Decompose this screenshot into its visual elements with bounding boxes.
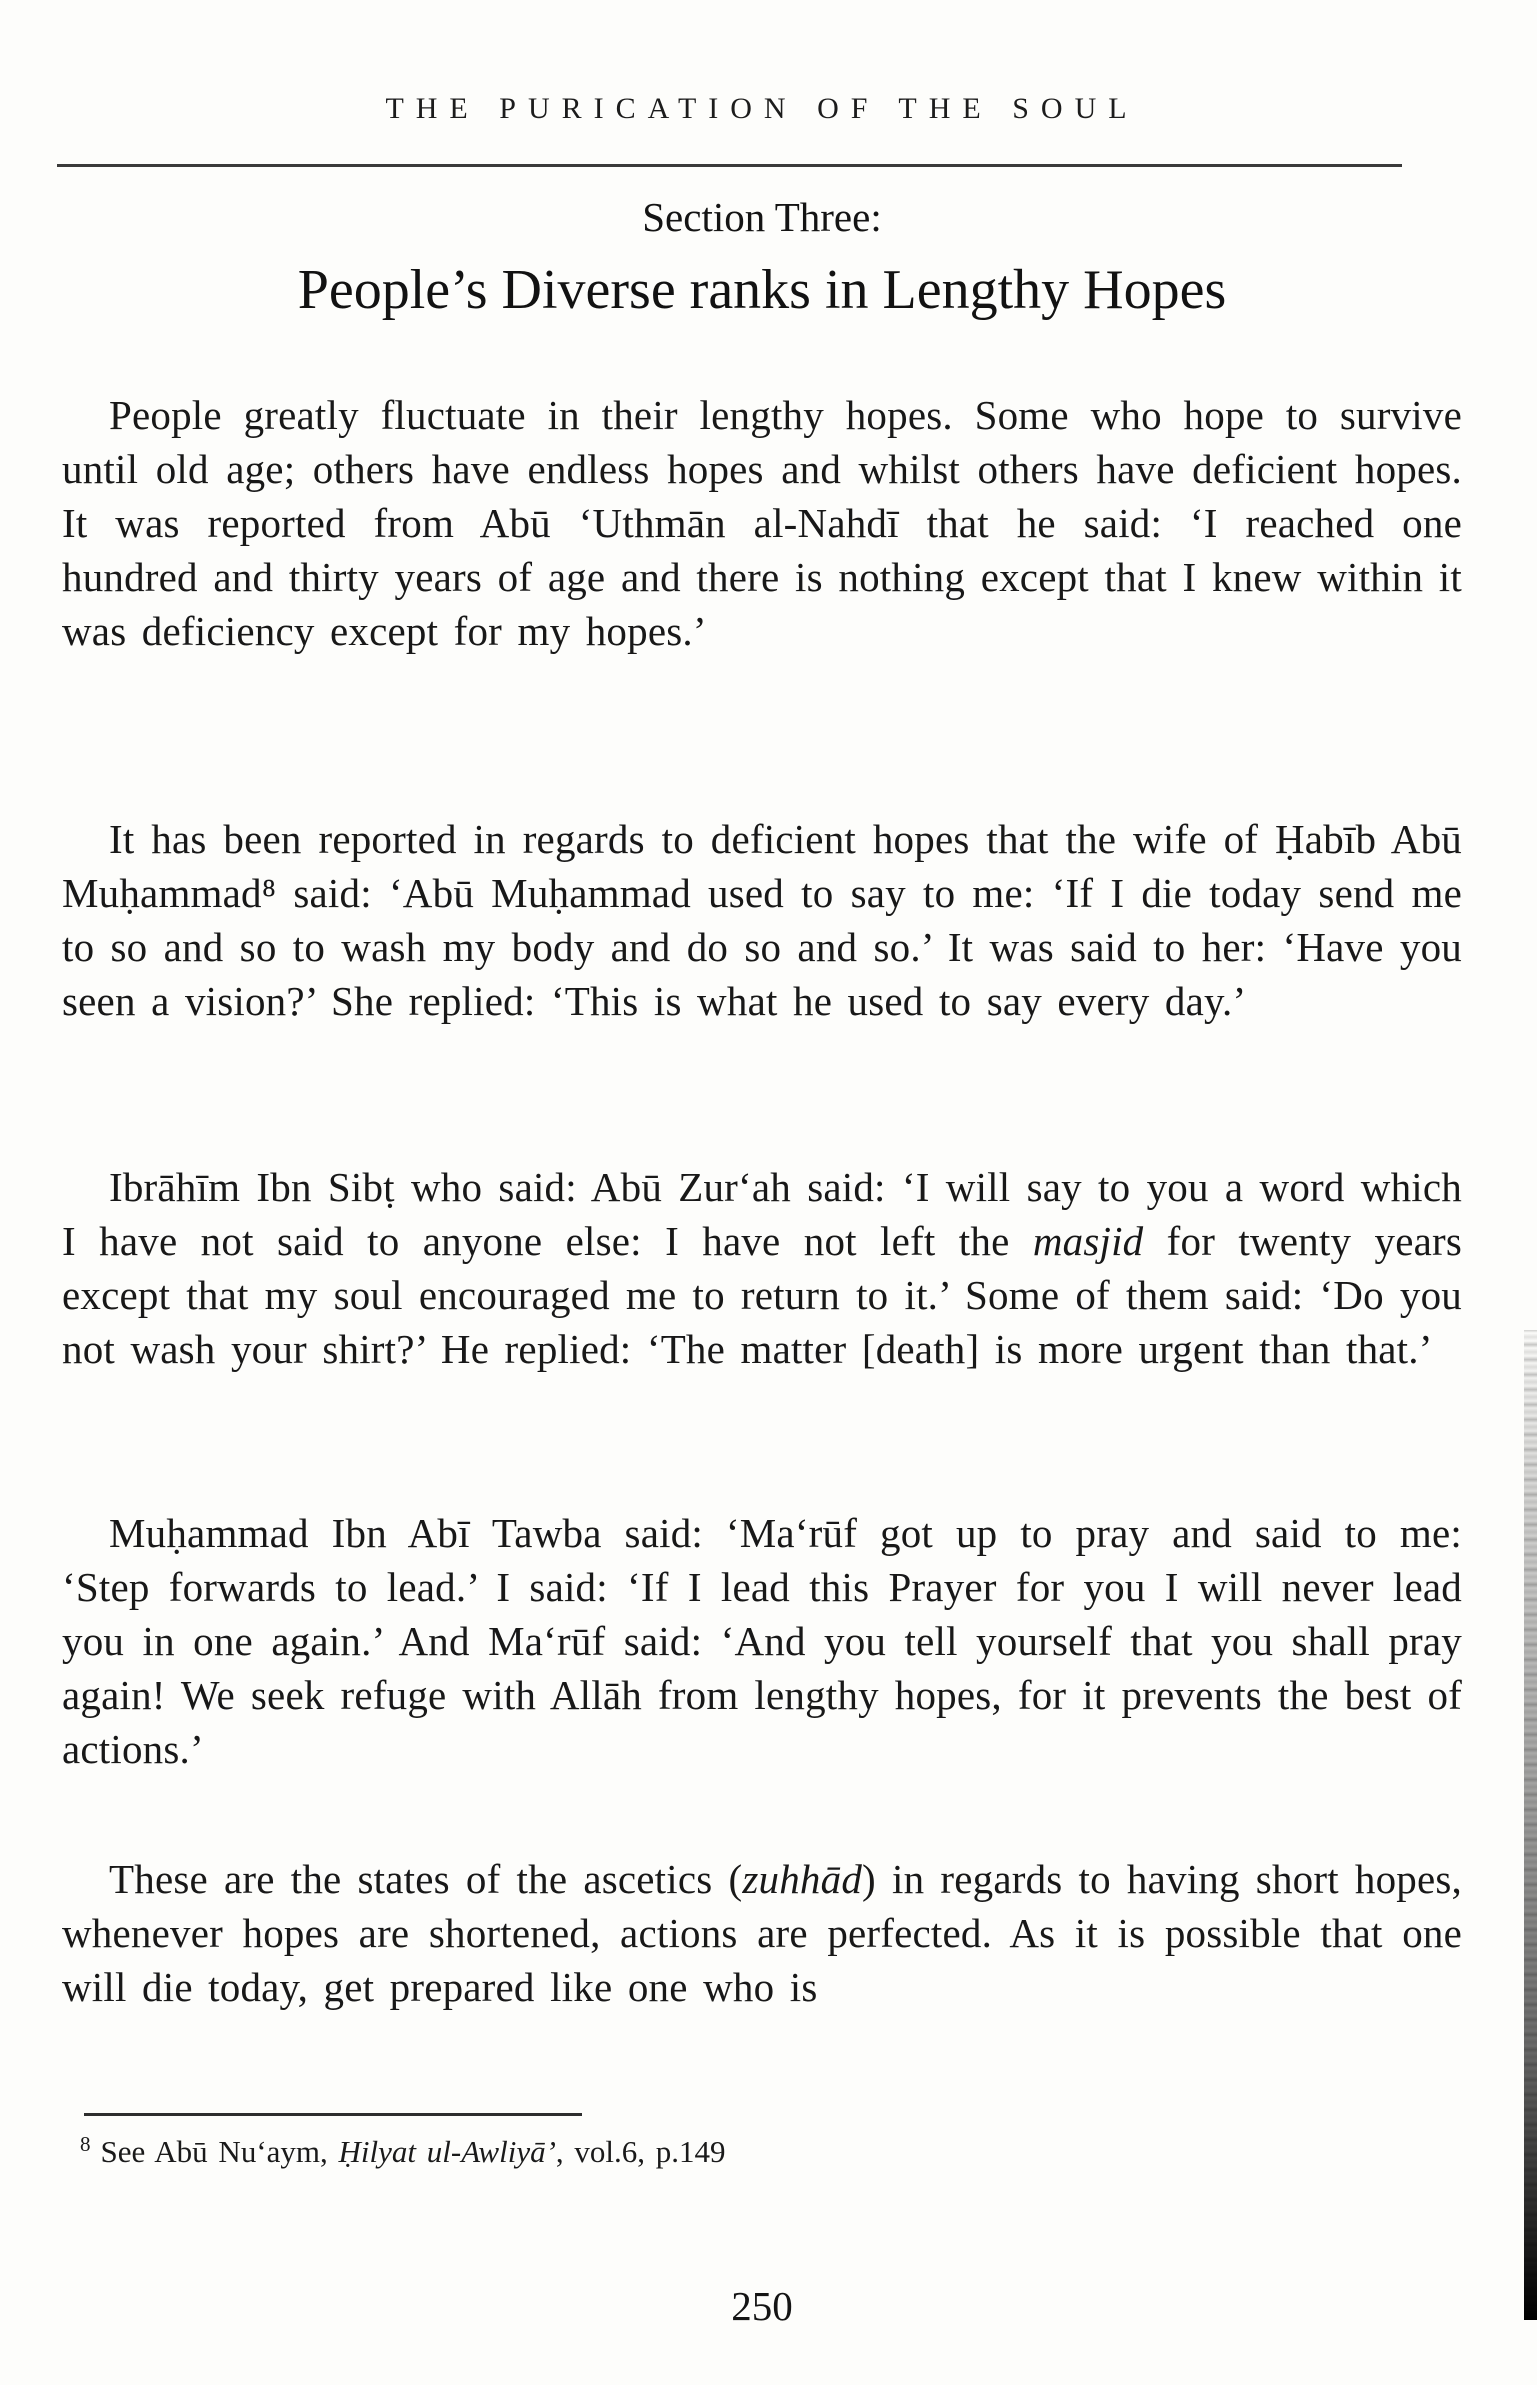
paragraph-text: Ibrāhīm Ibn Sibṭ who said: Abū Zur‘ah said: ‘I will say to you a word which I have not said to anyone else: I have not left the <box>62 1164 1462 1264</box>
paragraph-text: ) in regards to having short hopes, whenever hopes are shortened, actions are perfected. As it is possible that one will die today, get prepared like one who is <box>62 1856 1462 2010</box>
footnote-reference: , vol.6, p.149 <box>555 2134 726 2169</box>
paragraph <box>62 1506 1462 1776</box>
paragraph-text: It has been reported in regards to deficient hopes that the wife of Ḥabīb Abū Muḥammad⁸ said: ‘Abū Muḥammad used to say to me: ‘If I die today send me to so and so to wash my body and do so and so.’ It was said to her: ‘Have you seen a vision?’ She replied: ‘This is what he used to say every day.’ <box>62 816 1462 1024</box>
paragraph <box>62 1160 1462 1376</box>
paragraph <box>62 1852 1462 2014</box>
italic-term: zuhhād <box>742 1856 863 1902</box>
page-title: People’s Diverse ranks in Lengthy Hopes <box>297 259 1227 321</box>
footnote-marker: 8 <box>80 2131 91 2156</box>
paragraph-text: People greatly fluctuate in their lengthy hopes. Some who hope to survive until old age; others have endless hopes and whilst others have deficient hopes. It was reported from Abū ‘Uthmān al-Nahdī that he said: ‘I reached one hundred and thirty years of age and there is nothing except that I knew within it was deficiency except for my hopes.’ <box>62 392 1462 654</box>
running-header: THE PURICATION OF THE SOUL <box>385 92 1139 125</box>
paragraph <box>62 388 1462 658</box>
paragraph-text: These are the states of the ascetics ( <box>109 1856 743 1902</box>
footnote-book-title: Ḥilyat ul-Awliyā’ <box>338 2134 556 2169</box>
footnote-rule <box>84 2113 582 2116</box>
italic-term: masjid <box>1032 1218 1144 1264</box>
paragraph <box>62 812 1462 1028</box>
footnote <box>80 2132 1180 2172</box>
paragraph-text: Muḥammad Ibn Abī Tawba said: ‘Ma‘rūf got up to pray and said to me: ‘Step forwards to lead.’ I said: ‘If I lead this Prayer for you I will never lead you in one again.’ And Ma‘rūf said: ‘And you tell yourself that you shall pray again! We seek refuge with Allāh from lengthy hopes, for it prevents the best of actions.’ <box>62 1510 1462 1772</box>
page-number: 250 <box>731 2283 793 2329</box>
header-rule <box>57 164 1402 167</box>
paragraph-text: for twenty years except that my soul encouraged me to return to it.’ Some of them said: ‘Do you not wash your shirt?’ He replied: ‘The matter [death] is more urgent than that.’ <box>62 1218 1462 1372</box>
footnote-text: See Abū Nu‘aym, <box>100 2134 339 2169</box>
section-label: Section Three: <box>642 194 882 240</box>
scan-artifact-bar <box>1524 1330 1537 2320</box>
